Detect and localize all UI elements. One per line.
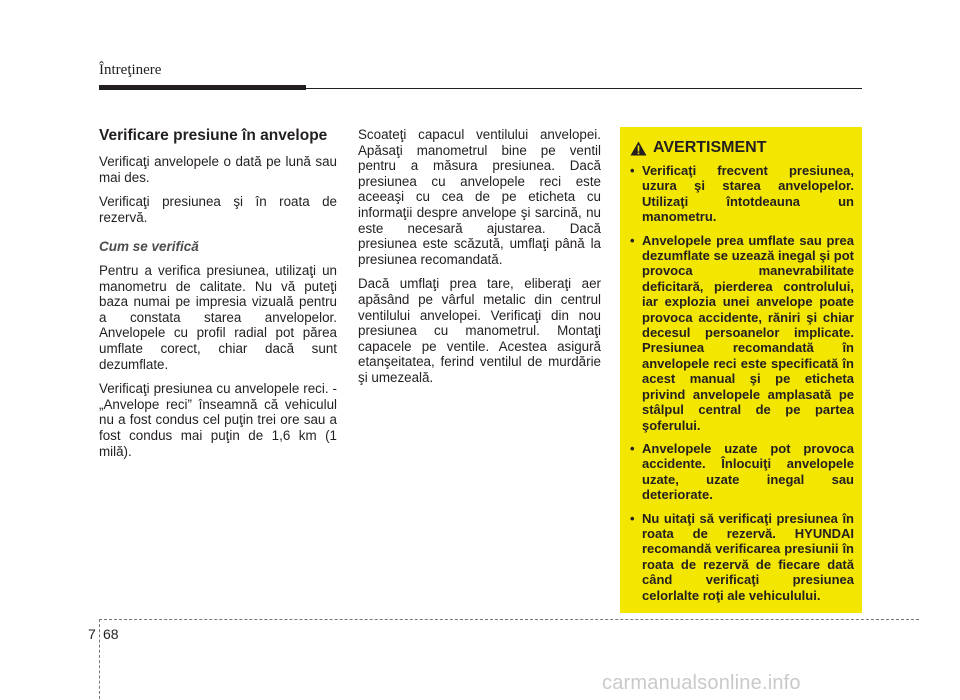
left-column <box>99 127 337 468</box>
bullet-icon: • <box>630 510 635 526</box>
warning-item <box>628 233 854 433</box>
paragraph: Pentru a verifica presiunea, utilizaţi un manometru de calitate. Nu vă puteţi baza numai pe impresia vizuală pentru a constata starea anvelopelor. Anvelopele cu profil radial pot părea umflate corect, chiar dacă sunt dezumflate. <box>99 262 337 372</box>
header-rule-thick <box>99 85 306 90</box>
warning-item-text: Verificaţi frecvent presiunea, uzura şi starea anvelopelor. Utilizaţi întotdeauna un manometru. <box>642 163 854 225</box>
warning-triangle-icon <box>630 141 647 156</box>
bullet-icon: • <box>630 163 635 178</box>
bullet-icon: • <box>630 232 635 248</box>
paragraph: Scoateţi capacul ventilului anvelopei. Apăsaţi manometrul bine pe ventil pentru a măsura presiunea. Dacă presiunea cu anvelopele reci este aceeaşi cu cea de pe eticheta cu informaţii despre anvelope şi sarcină, nu este necesară ajustarea. Dacă presiunea este scăzută, umflaţi până la presiunea recomandată. <box>358 127 601 267</box>
paragraph: Verificaţi anvelopele o dată pe lună sau mai des. <box>99 154 337 185</box>
warning-item-text: Anvelopele uzate pot provoca accidente. Înlocuiţi anvelopele uzate, uzate inegal sau deteriorate. <box>642 440 854 503</box>
bullet-icon: • <box>630 440 635 456</box>
paragraph: Dacă umflaţi prea tare, eliberaţi aer apăsând pe vârful metalic din centrul ventilului anvelopei. Verificaţi din nou presiunea cu manometrul. Montaţi capacele pe ventile. Acestea asigură etanşeitatea, ferind ventilul de murdărie şi umezeală. <box>358 276 601 385</box>
footer-divider-vertical <box>99 619 100 699</box>
chapter-number: 7 <box>88 626 96 642</box>
warning-item <box>628 163 854 225</box>
section-heading: Verificare presiune în anvelope <box>99 127 328 144</box>
header-rule-thin <box>306 88 862 89</box>
paragraph: Verificaţi presiunea şi în roata de rezervă. <box>99 194 337 225</box>
page-number: 68 <box>103 626 119 642</box>
warning-title-text: AVERTISMENT <box>653 139 767 156</box>
paragraph: Verificaţi presiunea cu anvelopele reci. - „Anvelope reci” înseamnă că vehiculul nu a fost condus cel puţin trei ore sau a fost condus mai puţin de 1,6 km (1 milă). <box>99 381 337 459</box>
warning-box <box>620 127 862 613</box>
warning-item-text: Nu uitaţi să verificaţi presiunea în roata de rezervă. HYUNDAI recomandă verificarea presiunii în roata de rezervă de fiecare dată când verificaţi presiunea celorlalte roţi ale vehiculului. <box>642 510 854 603</box>
warning-item <box>628 511 854 603</box>
warning-item-text: Anvelopele prea umflate sau prea dezumflate se uzează inegal şi pot provoca manevrabilitate deficitară, pierderea controlului, iar explozia unei anvelope poate provoca accidente, răniri şi chiar decesul persoanelor implicate. Presiunea recomandată în anvelopele reci este specificată în acest manual şi pe eticheta privind anvelopele amplasată pe stâlpul central de pe partea şoferului. <box>642 232 854 433</box>
warning-list <box>628 163 854 611</box>
warning-title <box>630 139 766 157</box>
header-title: Întreţinere <box>99 62 162 78</box>
middle-column <box>358 127 601 395</box>
sub-heading: Cum se verifică <box>99 239 199 255</box>
watermark: carmanualsonline.info <box>602 672 801 694</box>
footer-divider-horizontal <box>99 619 919 620</box>
warning-item <box>628 441 854 503</box>
